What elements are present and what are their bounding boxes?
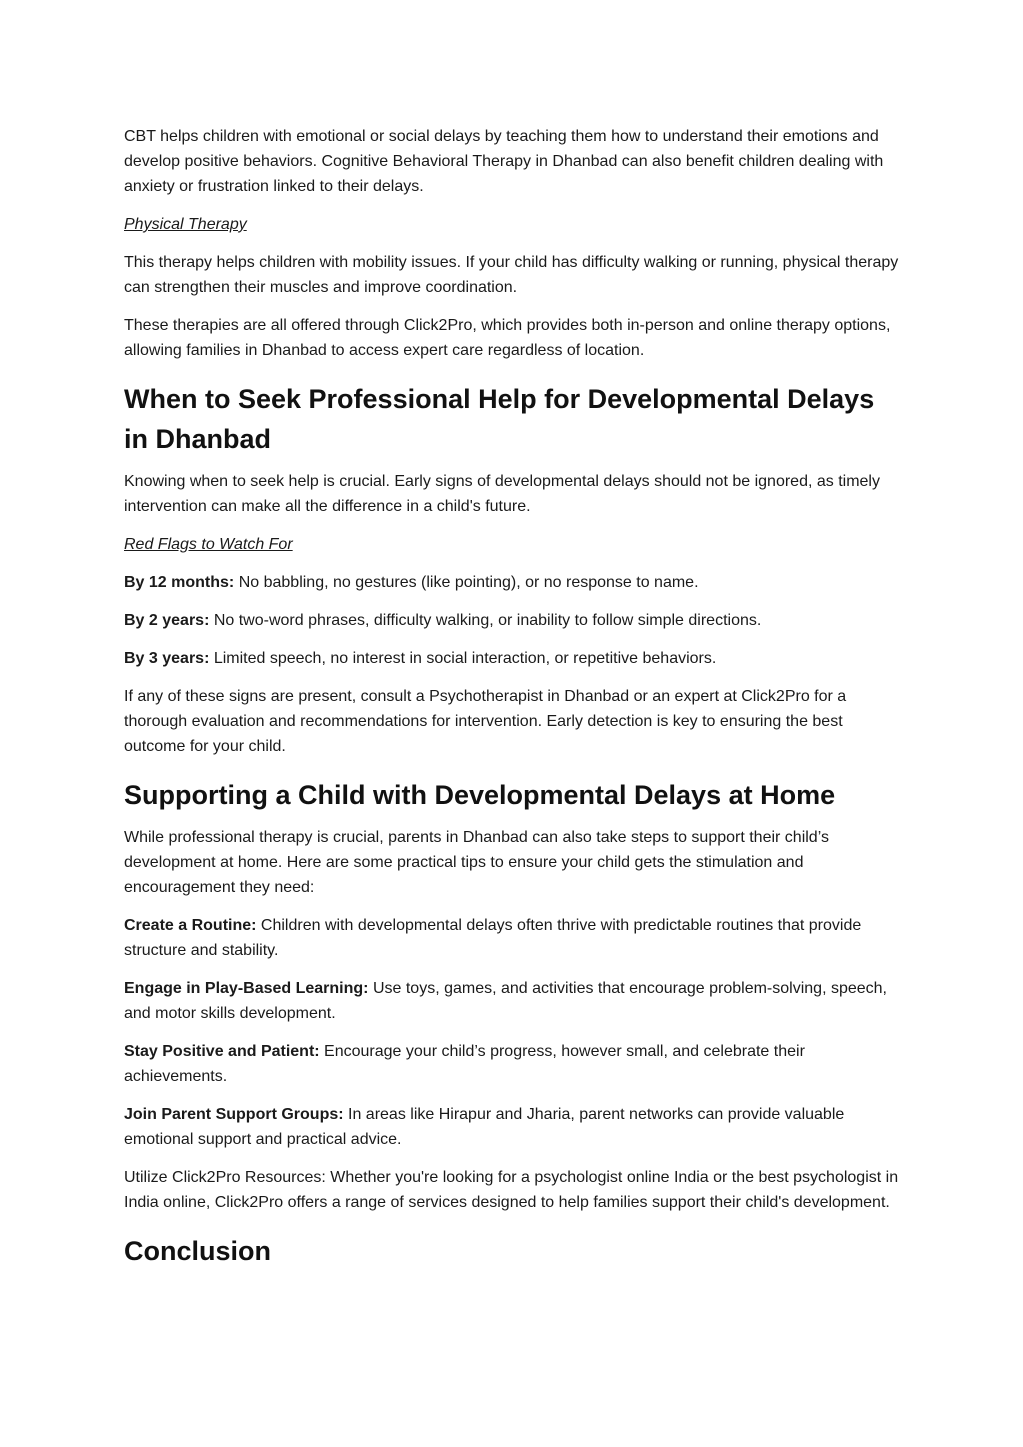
document-page <box>124 124 899 1281</box>
paragraph-physical-therapy: This therapy helps children with mobility issues. If your child has difficulty walking or running, physical therapy can strengthen their muscles and improve coordination. <box>124 254 899 296</box>
subheading-physical-therapy: Physical Therapy <box>124 216 247 233</box>
tip-item <box>124 913 899 963</box>
tip-item <box>124 1102 899 1152</box>
tip-text: In areas like Hirapur and Jharia, parent networks can provide valuable emotional support and practical advice. <box>124 1106 845 1148</box>
tip-text: Use toys, games, and activities that encourage problem-solving, speech, and motor skills development. <box>124 980 887 1022</box>
paragraph-professional-therapy: While professional therapy is crucial, parents in Dhanbad can also take steps to support their child’s development at home. Here are some practical tips to ensure your child gets the stimulation and encouragement they need: <box>124 829 829 896</box>
tip-label: Engage in Play-Based Learning: <box>124 980 369 997</box>
heading-conclusion: Conclusion <box>124 1236 271 1266</box>
red-flag-label: By 12 months: <box>124 574 235 591</box>
tip-label: Stay Positive and Patient: <box>124 1043 320 1060</box>
paragraph-therapies-offered: These therapies are all offered through Click2Pro, which provides both in-person and online therapy options, allowing families in Dhanbad to access expert care regardless of location. <box>124 317 891 359</box>
tip-text: Children with developmental delays often thrive with predictable routines that provide structure and stability. <box>124 917 862 959</box>
paragraph-cbt: CBT helps children with emotional or social delays by teaching them how to understand their emotions and develop positive behaviors. Cognitive Behavioral Therapy in Dhanbad can also benefit children dealing with anxiety or frustration linked to their delays. <box>124 128 884 195</box>
tip-item <box>124 976 899 1026</box>
red-flag-text: Limited speech, no interest in social interaction, or repetitive behaviors. <box>209 650 717 667</box>
paragraph-knowing-when: Knowing when to seek help is crucial. Early signs of developmental delays should not be ignored, as timely intervention can make all the difference in a child's future. <box>124 473 880 515</box>
red-flag-item <box>124 646 899 671</box>
red-flag-label: By 2 years: <box>124 612 210 629</box>
red-flag-item <box>124 608 899 633</box>
tip-item <box>124 1039 899 1089</box>
subheading-red-flags: Red Flags to Watch For <box>124 536 293 553</box>
paragraph-consult: If any of these signs are present, consult a Psychotherapist in Dhanbad or an expert at Click2Pro for a thorough evaluation and recommendations for intervention. Early detection is key to ensuring the best outcome for your child. <box>124 688 847 755</box>
paragraph-utilize-resources: Utilize Click2Pro Resources: Whether you're looking for a psychologist online India or the best psychologist in India online, Click2Pro offers a range of services designed to help families support their child's development. <box>124 1169 899 1211</box>
red-flag-text: No two-word phrases, difficulty walking, or inability to follow simple directions. <box>209 612 762 629</box>
heading-supporting-child: Supporting a Child with Developmental Delays at Home <box>124 780 836 810</box>
tip-text: Encourage your child’s progress, however small, and celebrate their achievements. <box>124 1043 805 1085</box>
red-flag-item <box>124 570 899 595</box>
heading-when-to-seek-help: When to Seek Professional Help for Developmental Delays in Dhanbad <box>124 384 875 454</box>
tip-label: Join Parent Support Groups: <box>124 1106 344 1123</box>
red-flag-text: No babbling, no gestures (like pointing), or no response to name. <box>234 574 699 591</box>
tip-label: Create a Routine: <box>124 917 257 934</box>
red-flag-label: By 3 years: <box>124 650 210 667</box>
